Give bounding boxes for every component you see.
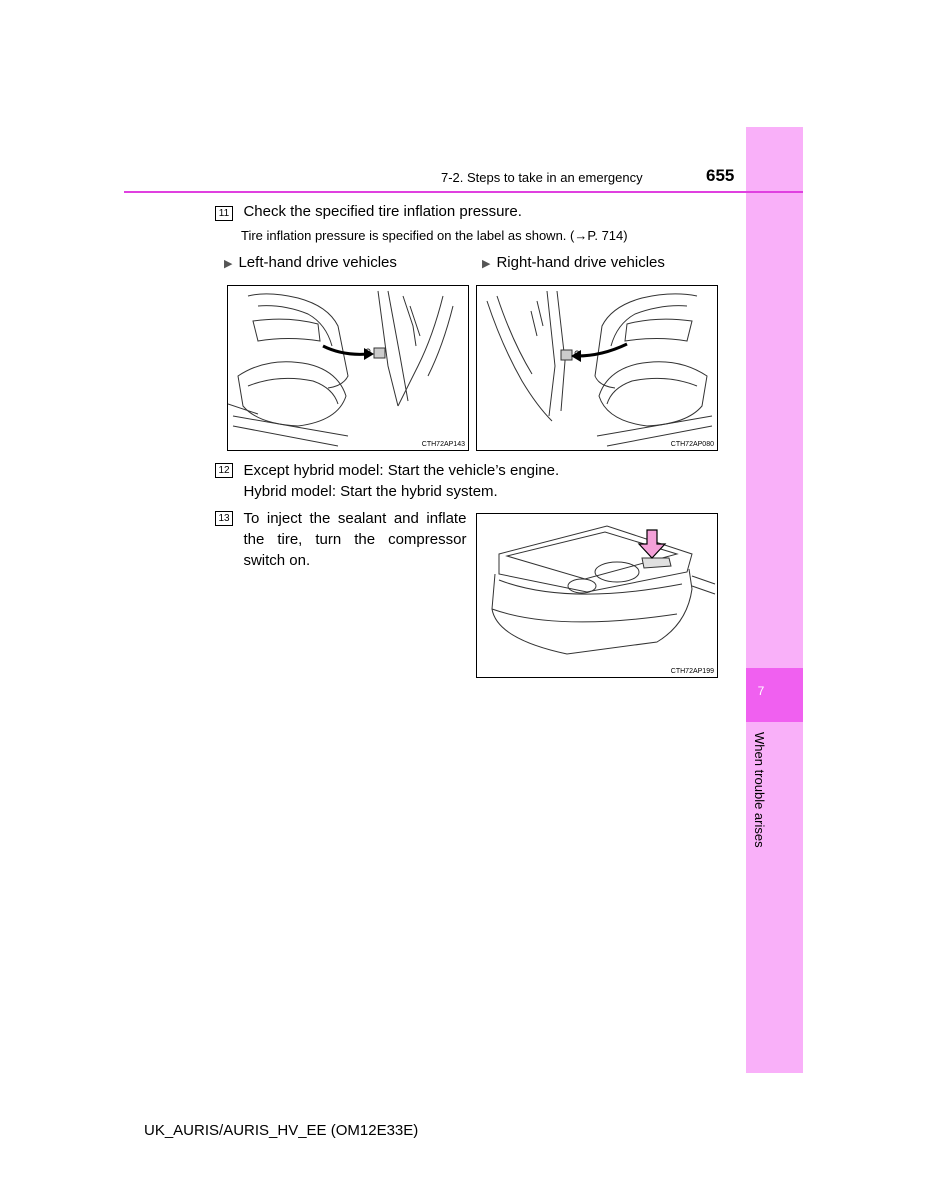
seat-door-label-illustration (228, 286, 468, 450)
right-hand-drive-label: ▶ Right-hand drive vehicles (482, 254, 665, 271)
step-12-line-1: Except hybrid model: Start the vehicle’s engine. (243, 462, 560, 479)
compressor-figure (476, 513, 718, 678)
header-rule (124, 191, 803, 193)
left-hand-drive-figure (227, 285, 469, 451)
side-tab (746, 127, 803, 1073)
step-11-text: Check the specified tire inflation pressure. (243, 203, 522, 220)
figure-code: CTH72AP080 (670, 441, 714, 448)
step-13-line-2: the tire, turn the compressor (243, 531, 467, 548)
step-11-note: Tire inflation pressure is specified on the label as shown. (→P. 714) (241, 228, 628, 243)
step-number-box: 11 (215, 206, 233, 221)
header-section-title: 7-2. Steps to take in an emergency (441, 170, 643, 185)
step-13 (215, 508, 466, 571)
left-hand-drive-label: ▶ Left-hand drive vehicles (224, 254, 397, 271)
step-number-box: 12 (215, 463, 233, 478)
step-12-line-2: Hybrid model: Start the hybrid system. (243, 483, 498, 500)
footer-document-code: UK_AURIS/AURIS_HV_EE (OM12E33E) (144, 1122, 419, 1139)
step-12 (215, 460, 559, 502)
figure-code: CTH72AP199 (670, 668, 714, 675)
page-number: 655 (706, 166, 735, 185)
step-number-box: 13 (215, 511, 233, 526)
compressor-switch-illustration (477, 514, 717, 677)
chapter-title: When trouble arises (752, 732, 767, 848)
step-13-line-1: To inject the sealant and inflate (243, 510, 467, 527)
chapter-number: 7 (757, 684, 765, 698)
figure-code: CTH72AP143 (421, 441, 465, 448)
seat-door-label-illustration (477, 286, 717, 450)
step-13-line-3: switch on. (243, 552, 311, 569)
right-hand-drive-figure (476, 285, 718, 451)
step-11 (215, 201, 522, 222)
triangle-bullet-icon: ▶ (224, 258, 233, 270)
triangle-bullet-icon: ▶ (482, 258, 491, 270)
